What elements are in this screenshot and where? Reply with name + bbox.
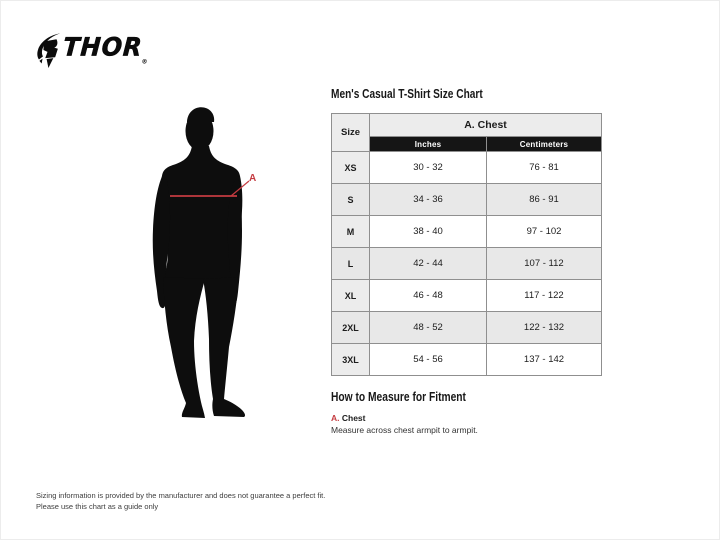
table-unit-row bbox=[332, 137, 602, 152]
size-cell: M bbox=[332, 216, 370, 248]
inches-unit-header: Inches bbox=[370, 137, 487, 152]
centimeters-cell: 117 - 122 bbox=[487, 280, 602, 312]
table-row bbox=[332, 312, 602, 344]
size-cell: 3XL bbox=[332, 344, 370, 376]
disclaimer-line-2: Please use this chart as a guide only bbox=[36, 502, 159, 512]
thor-horned-head-icon bbox=[34, 32, 61, 69]
inches-cell: 54 - 56 bbox=[370, 344, 487, 376]
inches-cell: 30 - 32 bbox=[370, 152, 487, 184]
size-cell: 2XL bbox=[332, 312, 370, 344]
inches-cell: 34 - 36 bbox=[370, 184, 487, 216]
centimeters-cell: 97 - 102 bbox=[487, 216, 602, 248]
inches-cell: 48 - 52 bbox=[370, 312, 487, 344]
silhouette-shape bbox=[153, 107, 245, 418]
centimeters-unit-header: Centimeters bbox=[487, 137, 602, 152]
inches-cell: 38 - 40 bbox=[370, 216, 487, 248]
size-chart-table bbox=[331, 113, 602, 376]
disclaimer-line-1: Sizing information is provided by the manufacturer and does not guarantee a perfect fit. bbox=[36, 491, 326, 500]
thor-logo bbox=[34, 31, 149, 69]
measure-heading: How to Measure for Fitment bbox=[331, 390, 466, 404]
measure-item-chest bbox=[331, 413, 366, 423]
registered-mark: ® bbox=[141, 58, 149, 66]
chest-group-header: A. Chest bbox=[370, 114, 602, 137]
centimeters-cell: 107 - 112 bbox=[487, 248, 602, 280]
measure-name-chest: Chest bbox=[341, 413, 366, 423]
size-cell: XL bbox=[332, 280, 370, 312]
inches-cell: 46 - 48 bbox=[370, 280, 487, 312]
centimeters-cell: 122 - 132 bbox=[487, 312, 602, 344]
table-row bbox=[332, 152, 602, 184]
size-column-header: Size bbox=[332, 114, 370, 152]
inches-cell: 42 - 44 bbox=[370, 248, 487, 280]
table-row bbox=[332, 216, 602, 248]
table-row bbox=[332, 280, 602, 312]
chart-title: Men's Casual T-Shirt Size Chart bbox=[331, 86, 483, 101]
size-cell: S bbox=[332, 184, 370, 216]
size-cell: L bbox=[332, 248, 370, 280]
disclaimer bbox=[36, 490, 325, 513]
table-row bbox=[332, 248, 602, 280]
centimeters-cell: 76 - 81 bbox=[487, 152, 602, 184]
measure-description: Measure across chest armpit to armpit. bbox=[331, 425, 478, 435]
table-row bbox=[332, 344, 602, 376]
centimeters-cell: 86 - 91 bbox=[487, 184, 602, 216]
table-row bbox=[332, 184, 602, 216]
thor-logo-text: $THOR_®$ bbox=[62, 32, 149, 66]
centimeters-cell: 137 - 142 bbox=[487, 344, 602, 376]
measure-key-a: A. bbox=[331, 413, 340, 423]
chest-annotation-label: A bbox=[249, 173, 257, 184]
size-cell: XS bbox=[332, 152, 370, 184]
table-header-row bbox=[332, 114, 602, 137]
body-silhouette bbox=[101, 89, 311, 434]
